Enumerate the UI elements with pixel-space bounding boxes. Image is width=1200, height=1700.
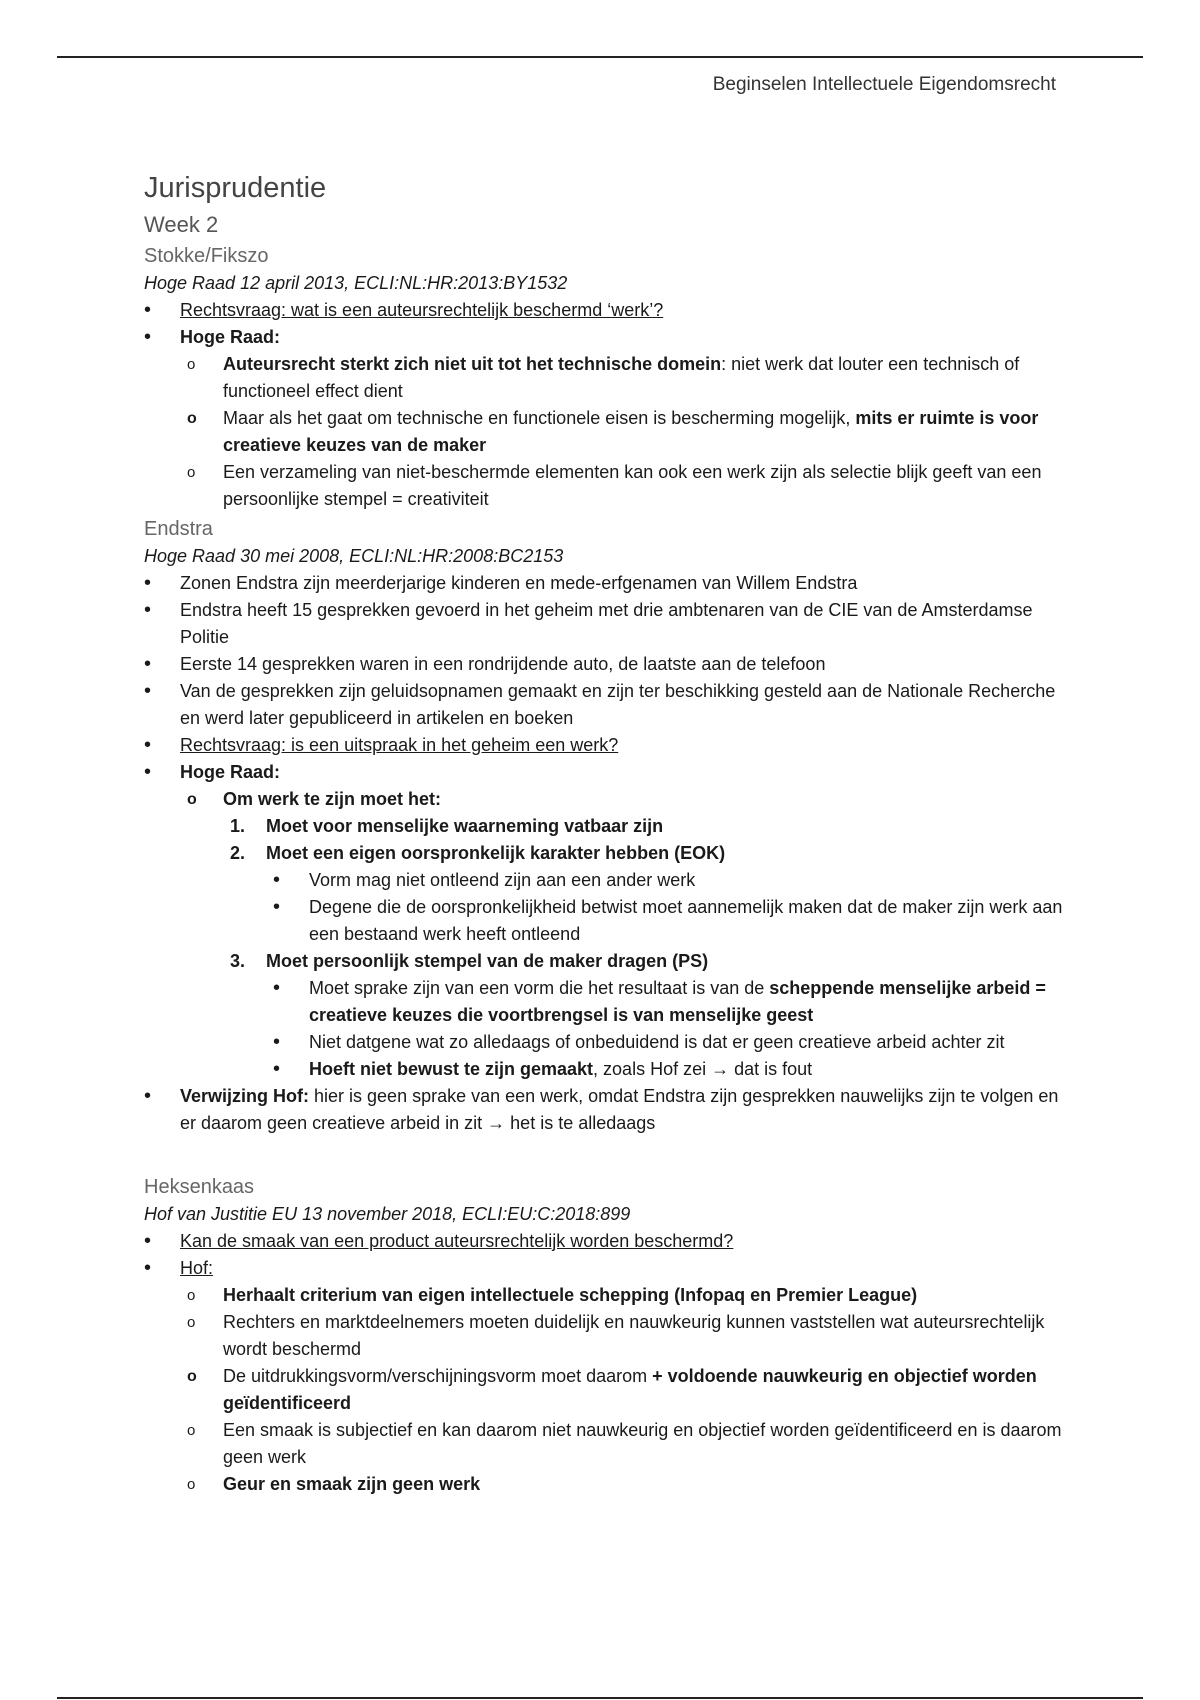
week-heading: Week 2: [144, 212, 219, 237]
point-text: : niet werk dat louter een technisch of functioneel effect dient: [223, 354, 1020, 401]
bullet-icon: •: [144, 1257, 152, 1279]
list-item: [144, 759, 1064, 786]
list-item: [144, 786, 1064, 813]
circle-bullet-icon: o: [187, 791, 197, 808]
bullet-icon: •: [273, 1031, 281, 1053]
fact-text: Van de gesprekken zijn geluidsopnamen gemaakt en zijn ter beschikking gesteld aan de Nationale Recherche en werd later gepubliceerd in artikelen en boeken: [180, 681, 1056, 728]
legal-question: Rechtsvraag: wat is een auteursrechtelijk beschermd ‘werk’?: [180, 300, 664, 320]
point-bold: Herhaalt criterium van eigen intellectuele schepping (Infopaq en Premier League): [223, 1285, 918, 1305]
point-text: hier is geen sprake van een werk, omdat Endstra zijn gesprekken nauwelijks zijn te volgen en er daarom geen creatieve arbeid in zit → het is te alledaags: [180, 1086, 1059, 1133]
bullet-icon: •: [144, 680, 152, 702]
case-citation-heksenkaas: Hof van Justitie EU 13 november 2018, ECLI:EU:C:2018:899: [144, 1204, 631, 1224]
list-item: [144, 1083, 1064, 1137]
bullet-icon: •: [144, 572, 152, 594]
list-item: [144, 1056, 1064, 1083]
list-number: 1.: [230, 816, 246, 836]
sub-point-text: Niet datgene wat zo alledaags of onbeduidend is dat er geen creatieve arbeid achter zit: [309, 1032, 1005, 1052]
legal-question: Rechtsvraag: is een uitspraak in het geheim een werk?: [180, 735, 619, 755]
page-title: Jurisprudentie: [144, 172, 327, 204]
point-bold: Auteursrecht sterkt zich niet uit tot het technische domein: [223, 354, 722, 374]
case-title-heksenkaas: Heksenkaas: [144, 1176, 255, 1198]
running-header: Beginselen Intellectuele Eigendomsrecht: [712, 74, 1056, 95]
list-item: [144, 732, 1064, 759]
fact-text: Endstra heeft 15 gesprekken gevoerd in het geheim met drie ambtenaren van de CIE van de Amsterdamse Politie: [180, 600, 1033, 647]
court-label: Hoge Raad:: [180, 762, 281, 782]
document-body: [144, 170, 1064, 1498]
case-title-stokke: Stokke/Fikszo: [144, 245, 269, 267]
bullet-icon: •: [144, 599, 152, 621]
point-bold: + voldoende nauwkeurig en objectief worden geïdentificeerd: [223, 1366, 1037, 1413]
sub-point-text: Degene die de oorspronkelijkheid betwist moet aannemelijk maken dat de maker zijn werk aan een bestaand werk heeft ontleend: [309, 897, 1063, 944]
footer-rule: [57, 1697, 1143, 1699]
point-bold: mits er ruimte is voor creatieve keuzes van de maker: [223, 408, 1039, 455]
list-item: [144, 1309, 1064, 1363]
point-text: De uitdrukkingsvorm/verschijningsvorm moet daarom: [223, 1366, 653, 1386]
list-number: 3.: [230, 951, 246, 971]
list-number: 2.: [230, 843, 246, 863]
list-item: [144, 297, 1064, 324]
list-item: [144, 1471, 1064, 1498]
list-item: [144, 1228, 1064, 1255]
list-item: [144, 570, 1064, 597]
list-item: [144, 678, 1064, 732]
circle-bullet-icon: o: [187, 1287, 196, 1304]
circle-bullet-icon: o: [187, 464, 196, 481]
section-spacer: [144, 1137, 1064, 1173]
case-citation-endstra: Hoge Raad 30 mei 2008, ECLI:NL:HR:2008:BC2153: [144, 546, 564, 566]
point-bold: Geur en smaak zijn geen werk: [223, 1474, 481, 1494]
bullet-icon: •: [144, 734, 152, 756]
list-item: [144, 324, 1064, 351]
list-item: [144, 405, 1064, 459]
point-bold: Om werk te zijn moet het:: [223, 789, 442, 809]
bullet-icon: •: [144, 1085, 152, 1107]
point-bold: Verwijzing Hof:: [180, 1086, 310, 1106]
sub-point-bold: scheppende menselijke arbeid = creatieve keuzes die voortbrengsel is van menselijke geest: [309, 978, 1046, 1025]
list-item: [144, 597, 1064, 651]
list-item: [144, 351, 1064, 405]
legal-question: Kan de smaak van een product auteursrechtelijk worden beschermd?: [180, 1231, 734, 1251]
bullet-icon: •: [144, 1230, 152, 1252]
circle-bullet-icon: o: [187, 1368, 197, 1385]
fact-text: Zonen Endstra zijn meerderjarige kinderen en mede-erfgenamen van Willem Endstra: [180, 573, 858, 593]
point-text: Een smaak is subjectief en kan daarom niet nauwkeurig en objectief worden geïdentificeerd en is daarom geen werk: [223, 1420, 1062, 1467]
point-text: Rechters en marktdeelnemers moeten duidelijk en nauwkeurig kunnen vaststellen wat auteursrechtelijk wordt beschermd: [223, 1312, 1045, 1359]
case-citation-stokke: Hoge Raad 12 april 2013, ECLI:NL:HR:2013:BY1532: [144, 273, 568, 293]
case-title-endstra: Endstra: [144, 518, 213, 540]
list-item: [144, 651, 1064, 678]
sub-point-text: Moet sprake zijn van een vorm die het resultaat is van de: [309, 978, 770, 998]
circle-bullet-icon: o: [187, 356, 196, 373]
bullet-icon: •: [273, 1058, 281, 1080]
circle-bullet-icon: o: [187, 1422, 196, 1439]
list-item: [144, 948, 1064, 975]
list-item: [144, 1029, 1064, 1056]
circle-bullet-icon: o: [187, 1314, 196, 1331]
header-rule: [57, 56, 1143, 58]
point-text: Een verzameling van niet-beschermde elementen kan ook een werk zijn als selectie blijk geeft van een persoonlijke stempel = creativiteit: [223, 462, 1042, 509]
circle-bullet-icon: o: [187, 1476, 196, 1493]
point-text: Maar als het gaat om technische en functionele eisen is bescherming mogelijk,: [223, 408, 856, 428]
sub-point-bold: Hoeft niet bewust te zijn gemaakt: [309, 1059, 594, 1079]
criterion-text: Moet voor menselijke waarneming vatbaar zijn: [266, 816, 664, 836]
bullet-icon: •: [144, 761, 152, 783]
fact-text: Eerste 14 gesprekken waren in een rondrijdende auto, de laatste aan de telefoon: [180, 654, 826, 674]
bullet-icon: •: [144, 653, 152, 675]
list-item: [144, 840, 1064, 867]
list-item: [144, 1282, 1064, 1309]
court-label: Hoge Raad:: [180, 327, 281, 347]
list-item: [144, 1363, 1064, 1417]
criterion-text: Moet een eigen oorspronkelijk karakter hebben (EOK): [266, 843, 726, 863]
list-item: [144, 459, 1064, 513]
circle-bullet-icon: o: [187, 410, 197, 427]
bullet-icon: •: [144, 326, 152, 348]
bullet-icon: •: [273, 977, 281, 999]
bullet-icon: •: [273, 896, 281, 918]
bullet-icon: •: [273, 869, 281, 891]
list-item: [144, 975, 1064, 1029]
list-item: [144, 867, 1064, 894]
criterion-text: Moet persoonlijk stempel van de maker dragen (PS): [266, 951, 709, 971]
bullet-icon: •: [144, 299, 152, 321]
list-item: [144, 894, 1064, 948]
list-item: [144, 1417, 1064, 1471]
court-label: Hof:: [180, 1258, 214, 1278]
sub-point-text: Vorm mag niet ontleend zijn aan een ander werk: [309, 870, 696, 890]
list-item: [144, 813, 1064, 840]
list-item: [144, 1255, 1064, 1282]
sub-point-text: , zoals Hof zei → dat is fout: [593, 1059, 813, 1079]
